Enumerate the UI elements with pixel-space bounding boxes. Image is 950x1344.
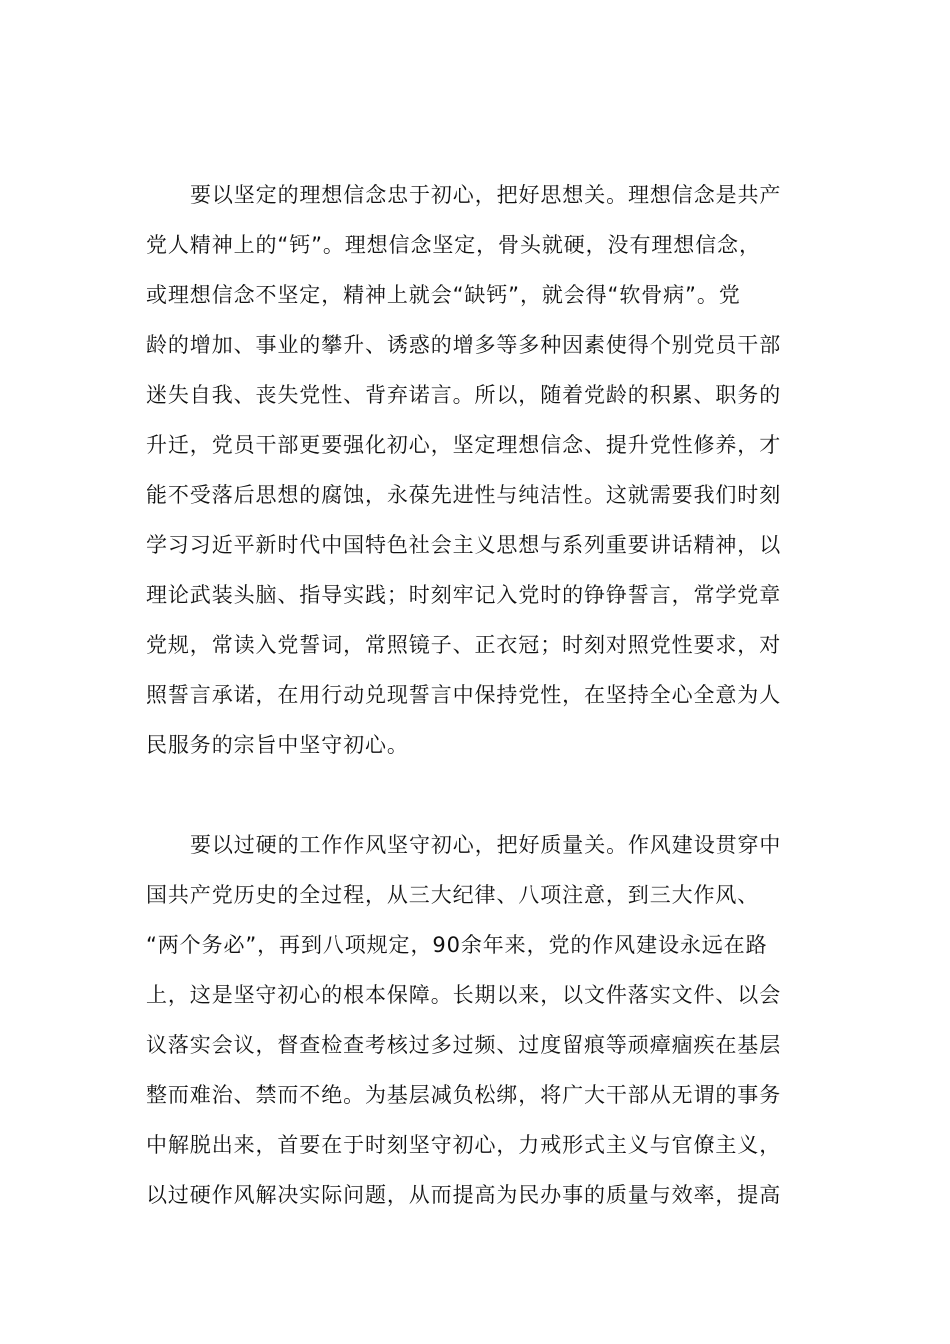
paragraph-line: 要以过硬的工作作风坚守初心，把好质量关。作风建设贯穿中 bbox=[190, 833, 782, 857]
paragraph-line: 国共产党历史的全过程，从三大纪律、八项注意，到三大作风、 bbox=[146, 883, 760, 907]
paragraph-line: 以过硬作风解决实际问题，从而提高为民办事的质量与效率，提高 bbox=[146, 1183, 782, 1207]
paragraph-line: 党规，常读入党誓词，常照镜子、正衣冠；时刻对照党性要求，对 bbox=[146, 633, 782, 657]
paragraph-line: 民服务的宗旨中坚守初心。 bbox=[146, 733, 409, 757]
paragraph-line: 龄的增加、事业的攀升、诱惑的增多等多种因素使得个别党员干部 bbox=[146, 333, 782, 357]
paragraph-line: 或理想信念不坚定，精神上就会“缺钙”，就会得“软骨病”。党 bbox=[146, 283, 741, 307]
paragraph-line: 议落实会议，督查检查考核过多过频、过度留痕等顽瘴痼疾在基层 bbox=[146, 1033, 782, 1057]
paragraph-line: 党人精神上的“钙”。理想信念坚定，骨头就硬，没有理想信念， bbox=[146, 233, 761, 257]
paragraph-line: 学习习近平新时代中国特色社会主义思想与系列重要讲话精神，以 bbox=[146, 533, 782, 557]
paragraph-line: 理论武装头脑、指导实践；时刻牢记入党时的铮铮誓言，常学党章 bbox=[146, 583, 782, 607]
paragraph-line: 迷失自我、丧失党性、背弃诺言。所以，随着党龄的积累、职务的 bbox=[146, 383, 782, 407]
paragraph-line: 要以坚定的理想信念忠于初心，把好思想关。理想信念是共产 bbox=[190, 183, 782, 207]
paragraph-line: 升迁，党员干部更要强化初心，坚定理想信念、提升党性修养，才 bbox=[146, 433, 782, 457]
paragraph-line: 能不受落后思想的腐蚀，永葆先进性与纯洁性。这就需要我们时刻 bbox=[146, 483, 782, 507]
paragraph-line: “两个务必”，再到八项规定，90余年来，党的作风建设永远在路 bbox=[146, 933, 768, 957]
paragraph-line: 照誓言承诺，在用行动兑现誓言中保持党性，在坚持全心全意为人 bbox=[146, 683, 782, 707]
paragraph-line: 整而难治、禁而不绝。为基层减负松绑，将广大干部从无谓的事务 bbox=[146, 1083, 782, 1107]
paragraph-line: 中解脱出来，首要在于时刻坚守初心，力戒形式主义与官僚主义， bbox=[146, 1133, 782, 1157]
paragraph-line: 上，这是坚守初心的根本保障。长期以来，以文件落实文件、以会 bbox=[146, 983, 782, 1007]
